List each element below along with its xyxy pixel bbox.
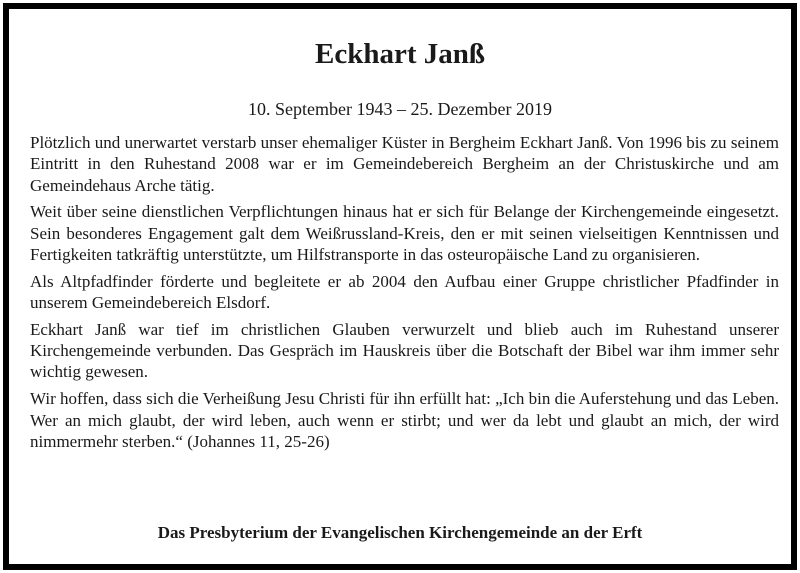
obituary-body [30, 132, 779, 458]
paragraph-engagement: Weit über seine dienstlichen Verpflichtungen hinaus hat er sich für Belange der Kirchengemeinde eingesetzt. Sein besonderes Engagement galt dem Weißrussland-Kreis, den er mit seinen vielseitigen Kenntnissen und Fertigkeiten tatkräftig unterstützte, um Hilfstransporte in das osteuropäische Land zu organisieren. [30, 202, 779, 264]
signature: Das Presbyterium der Evangelischen Kirchengemeinde an der Erft [157, 523, 643, 542]
paragraph-scripture: Wir hoffen, dass sich die Verheißung Jesu Christi für ihn erfüllt hat: „Ich bin die Auferstehung und das Leben. Wer an mich glaubt, der wird leben, auch wenn er stirbt; und wer da lebt und glaubt an mich, der wird nimmermehr sterben.“ (Johannes 11, 25-26) [30, 389, 779, 451]
life-dates: 10. September 1943 – 25. Dezember 2019 [248, 99, 552, 119]
paragraph-faith: Eckhart Janß war tief im christlichen Glauben verwurzelt und blieb auch im Ruhestand unserer Kirchengemeinde verbunden. Das Gespräch im Hauskreis über die Botschaft der Bibel war ihm immer sehr wichtig gewesen. [30, 319, 779, 382]
obituary-frame [3, 3, 797, 570]
deceased-name: Eckhart Janß [314, 38, 485, 70]
paragraph-scouts: Als Altpfadfinder förderte und begleitete er ab 2004 den Aufbau einer Gruppe christlicher Pfadfinder in unserem Gemeindebereich Elsdorf. [30, 271, 779, 313]
paragraph-career: Plötzlich und unerwartet verstarb unser ehemaliger Küster in Bergheim Eckhart Janß. Von 1996 bis zu seinem Eintritt in den Ruhestand 2008 war er im Gemeindebereich Bergheim an der Christuskirche und am Gemeindehaus Arche tätig. [30, 133, 779, 195]
